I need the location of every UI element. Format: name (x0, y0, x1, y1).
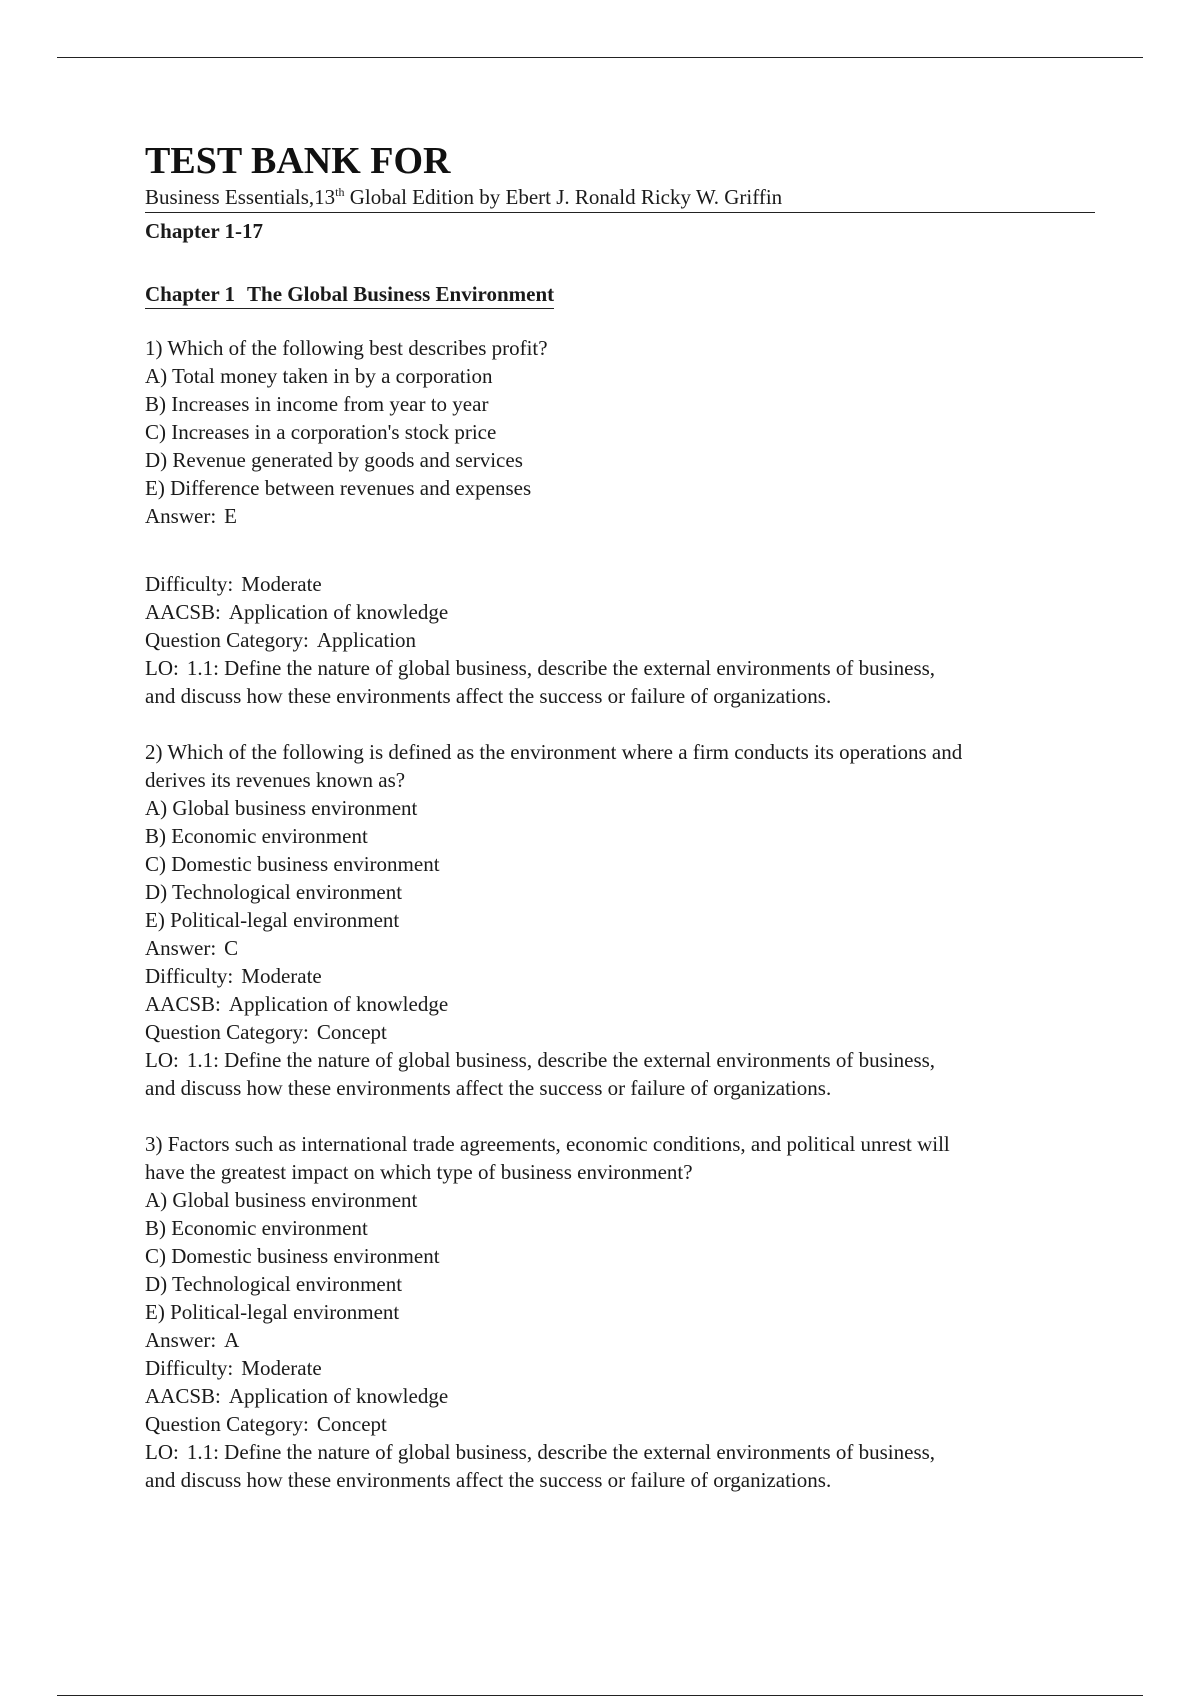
answer-line (145, 502, 1095, 530)
question-stem: 3) Factors such as international trade agreements, economic conditions, and political unrest will (145, 1132, 950, 1156)
answer-label: Answer: (145, 504, 217, 528)
answer-line (145, 1326, 1095, 1354)
question-stem-continuation: derives its revenues known as? (145, 768, 406, 792)
aacsb-line (145, 598, 1095, 626)
answer-option-b: B) Economic environment (145, 824, 368, 848)
answer-value: A (224, 1328, 240, 1352)
answer-value: E (224, 504, 237, 528)
aacsb-label: AACSB: (145, 992, 221, 1016)
lo-text: 1.1: Define the nature of global business, describe the external environments of business, (186, 1048, 936, 1072)
answer-option-c: C) Increases in a corporation's stock price (145, 420, 497, 444)
lo-label: LO: (145, 1048, 179, 1072)
aacsb-label: AACSB: (145, 600, 221, 624)
aacsb-label: AACSB: (145, 1384, 221, 1408)
category-value: Concept (316, 1020, 387, 1044)
answer-option-e: E) Difference between revenues and expenses (145, 476, 532, 500)
chapter-range: Chapter 1-17 (145, 219, 264, 243)
lo-text: 1.1: Define the nature of global business, describe the external environments of business, (186, 1440, 936, 1464)
answer-label: Answer: (145, 936, 217, 960)
subtitle-text-after: Global Edition by Ebert J. Ronald Ricky W. Griffin (344, 185, 783, 209)
difficulty-value: Moderate (241, 1356, 322, 1380)
difficulty-line (145, 962, 1095, 990)
question-stem-continuation: have the greatest impact on which type of business environment? (145, 1160, 693, 1184)
aacsb-value: Application of knowledge (228, 1384, 449, 1408)
category-label: Question Category: (145, 628, 309, 652)
category-value: Concept (316, 1412, 387, 1436)
lo-continuation: and discuss how these environments affect the success or failure of organizations. (145, 684, 832, 708)
lo-label: LO: (145, 656, 179, 680)
bottom-rule (57, 1695, 1143, 1696)
difficulty-label: Difficulty: (145, 572, 234, 596)
answer-option-c: C) Domestic business environment (145, 1244, 440, 1268)
chapter-title: The Global Business Environment (247, 282, 555, 306)
question-1 (145, 334, 1095, 710)
answer-option-d: D) Technological environment (145, 1272, 403, 1296)
difficulty-value: Moderate (241, 572, 322, 596)
document-title: TEST BANK FOR (145, 140, 451, 182)
difficulty-label: Difficulty: (145, 964, 234, 988)
answer-option-b: B) Economic environment (145, 1216, 368, 1240)
aacsb-value: Application of knowledge (228, 600, 449, 624)
difficulty-line (145, 570, 1095, 598)
lo-text: 1.1: Define the nature of global business, describe the external environments of business, (186, 656, 936, 680)
book-subtitle (145, 184, 1095, 213)
answer-option-c: C) Domestic business environment (145, 852, 440, 876)
answer-option-b: B) Increases in income from year to year (145, 392, 489, 416)
category-label: Question Category: (145, 1412, 309, 1436)
category-value: Application (316, 628, 417, 652)
aacsb-line (145, 990, 1095, 1018)
category-line (145, 1410, 1095, 1438)
question-2 (145, 738, 1095, 1102)
difficulty-label: Difficulty: (145, 1356, 234, 1380)
answer-option-d: D) Revenue generated by goods and services (145, 448, 523, 472)
top-rule (57, 57, 1143, 58)
category-line (145, 1018, 1095, 1046)
answer-label: Answer: (145, 1328, 217, 1352)
category-line (145, 626, 1095, 654)
answer-option-e: E) Political-legal environment (145, 1300, 400, 1324)
difficulty-value: Moderate (241, 964, 322, 988)
subtitle-superscript: th (335, 185, 345, 199)
answer-option-e: E) Political-legal environment (145, 908, 400, 932)
lo-line (145, 1046, 1095, 1074)
lo-continuation: and discuss how these environments affect the success or failure of organizations. (145, 1076, 832, 1100)
question-3 (145, 1130, 1095, 1494)
answer-option-a: A) Global business environment (145, 796, 418, 820)
lo-line (145, 1438, 1095, 1466)
lo-line (145, 654, 1095, 682)
aacsb-line (145, 1382, 1095, 1410)
difficulty-line (145, 1354, 1095, 1382)
answer-value: C (224, 936, 239, 960)
lo-continuation: and discuss how these environments affect the success or failure of organizations. (145, 1468, 832, 1492)
chapter-number: Chapter 1 (145, 282, 236, 306)
answer-option-d: D) Technological environment (145, 880, 403, 904)
document-body (145, 138, 1095, 1494)
aacsb-value: Application of knowledge (228, 992, 449, 1016)
question-stem: 2) Which of the following is defined as the environment where a firm conducts its operations and (145, 740, 963, 764)
answer-option-a: A) Total money taken in by a corporation (145, 364, 493, 388)
question-stem: 1) Which of the following best describes profit? (145, 336, 548, 360)
chapter-heading (145, 281, 554, 309)
answer-line (145, 934, 1095, 962)
answer-option-a: A) Global business environment (145, 1188, 418, 1212)
category-label: Question Category: (145, 1020, 309, 1044)
lo-label: LO: (145, 1440, 179, 1464)
subtitle-text-before: Business Essentials,13 (145, 185, 336, 209)
